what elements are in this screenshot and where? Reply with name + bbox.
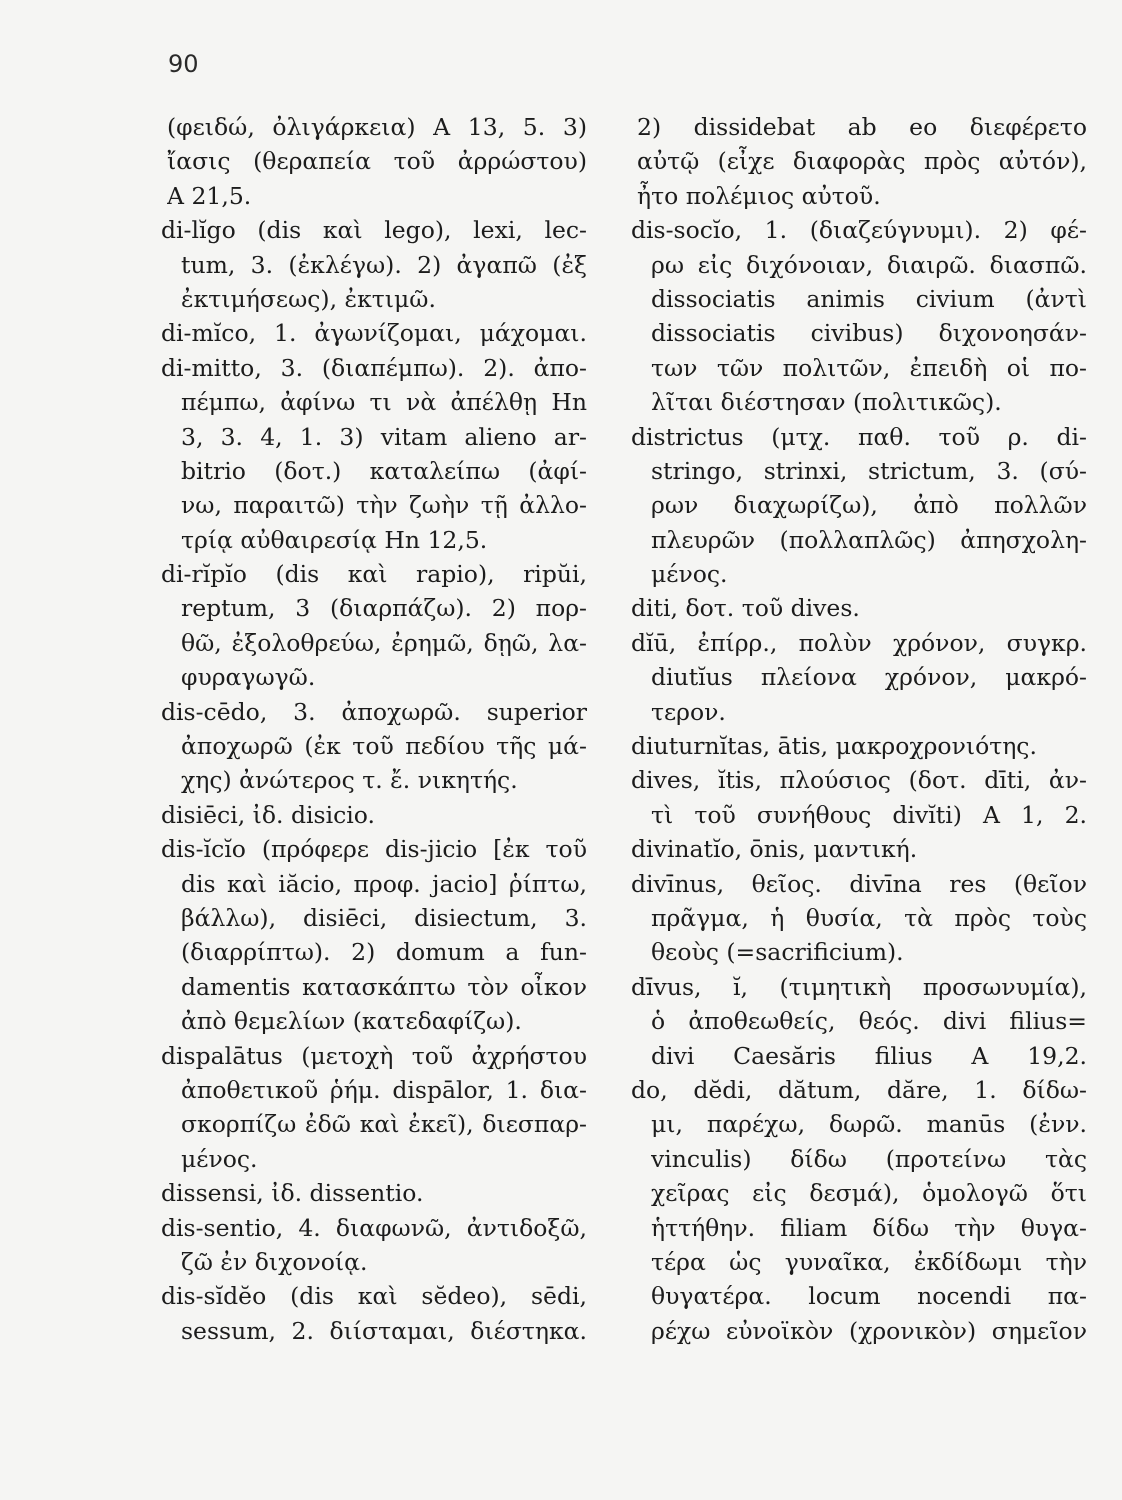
entry-line: dissociatis civibus) διχονοησάν-: [651, 319, 1087, 348]
entry-headword-line: districtus (μτχ. παθ. τοῦ ρ. di-: [631, 422, 1087, 451]
left-column: [161, 110, 587, 1348]
entry-line: reptum, 3 (διαρπάζω). 2) πορ-: [181, 594, 587, 623]
entry-line: ὁ ἀποθεωθείς, θεός. divi filius=: [651, 1007, 1087, 1036]
entry-headword-line: diti, δοτ. τοῦ dives.: [631, 594, 860, 623]
entry-line: (διαρρίπτω). 2) domum a fun-: [181, 938, 587, 967]
entry-line: divi Caesăris filius Α 19,2.: [651, 1041, 1087, 1070]
entry-line: τρίᾳ αὐθαιρεσίᾳ Hn 12,5.: [181, 525, 488, 554]
entry-headword-line: dĭū, ἐπίρρ., πολὺν χρόνον, συγκρ.: [631, 628, 1087, 657]
entry-line: ἡττήθην. filiam δίδω τὴν θυγα-: [651, 1213, 1087, 1242]
entry-headword-line: dīvus, ĭ, (τιμητικὴ προσωνυμία),: [631, 972, 1087, 1001]
entry-line: 2) dissidebat ab eo διεφέρετο: [637, 113, 1087, 141]
entry-headword-line: dispalātus (μετοχὴ τοῦ ἀχρήστου: [161, 1041, 587, 1070]
entry-line: τέρα ὡς γυναῖκα, ἐκδίδωμι τὴν: [651, 1247, 1087, 1276]
entry-line: σκορπίζω ἐδῶ καὶ ἐκεῖ), διεσπαρ-: [181, 1110, 587, 1139]
entry-line: stringo, strinxi, strictum, 3. (σύ-: [651, 456, 1087, 485]
entry-line: πλευρῶν (πολλαπλῶς) ἀπησχολη-: [651, 525, 1087, 554]
entry-headword-line: dis-sĭdĕo (dis καὶ sĕdeo), sēdi,: [161, 1282, 587, 1311]
entry-headword-line: dissensi, ἰδ. dissentio.: [161, 1179, 424, 1208]
entry-headword-line: dis-cēdo, 3. ἀποχωρῶ. superior: [161, 697, 587, 726]
entry-line: ρέχω εὐνοϊκὸν (χρονικὸν) σημεῖον: [651, 1316, 1087, 1345]
entry-line: vinculis) δίδω (προτείνω τὰς: [651, 1144, 1087, 1173]
entry-line: αὐτῷ (εἶχε διαφορὰς πρὸς αὐτόν),: [637, 147, 1087, 176]
entry-line: damentis κατασκάπτω τὸν οἶκον: [181, 972, 587, 1001]
entry-line: θυγατέρα. locum nocendi πα-: [651, 1282, 1087, 1311]
entry-headword-line: dis-socĭo, 1. (διαζεύγνυμι). 2) φέ-: [631, 216, 1087, 245]
entry-line: ρων διαχωρίζω), ἀπὸ πολλῶν: [651, 491, 1087, 520]
entry-line: πρᾶγμα, ἡ θυσία, τὰ πρὸς τοὺς: [651, 903, 1087, 932]
entry-line: νω, παραιτῶ) τὴν ζωὴν τῇ ἀλλο-: [181, 491, 587, 520]
entry-headword-line: divinatĭo, ōnis, μαντική.: [631, 835, 918, 864]
entry-line: των τῶν πολιτῶν, ἐπειδὴ οἱ πο-: [651, 353, 1087, 382]
entry-line: μι, παρέχω, δωρῶ. manūs (ἐνν.: [651, 1110, 1087, 1139]
entry-line: ἀποθετικοῦ ῥήμ. dispālor, 1. δια-: [181, 1075, 587, 1104]
entry-headword-line: dis-sentio, 4. διαφωνῶ, ἀντιδοξῶ,: [161, 1213, 587, 1242]
entry-line: diutĭus πλείονα χρόνον, μακρό-: [651, 663, 1087, 692]
entry-line: bitrio (δοτ.) καταλείπω (ἀφί-: [181, 456, 587, 485]
entry-line: ρω εἰς διχόνοιαν, διαιρῶ. διασπῶ.: [651, 250, 1087, 279]
entry-line: τερον.: [651, 697, 726, 726]
entry-line: sessum, 2. διίσταμαι, διέστηκα.: [181, 1316, 587, 1345]
entry-line: λῖται διέστησαν (πολιτικῶς).: [651, 388, 1002, 417]
entry-headword-line: di-lĭgo (dis καὶ lego), lexi, lec-: [161, 216, 587, 245]
entry-headword-line: divīnus, θεῖος. divīna res (θεῖον: [631, 869, 1087, 898]
entry-line: ζῶ ἐν διχονοίᾳ.: [181, 1247, 368, 1276]
entry-line: ἐκτιμήσεως), ἐκτιμῶ.: [181, 284, 436, 313]
entry-headword-line: dives, ĭtis, πλούσιος (δοτ. dīti, ἀν-: [631, 766, 1087, 795]
entry-headword-line: dis-ĭcĭo (πρόφερε dis-jicio [ἐκ τοῦ: [161, 835, 587, 864]
entry-line: dis καὶ iăcio, προφ. jacio] ῥίπτω,: [181, 869, 587, 898]
entry-line: τὶ τοῦ συνήθους divĭti) Α 1, 2.: [651, 800, 1087, 829]
entry-line: ἦτο πολέμιος αὐτοῦ.: [637, 181, 881, 210]
entry-line: tum, 3. (ἐκλέγω). 2) ἀγαπῶ (ἐξ: [181, 250, 587, 279]
entry-line: φυραγωγῶ.: [181, 663, 316, 692]
entry-headword-line: di-rĭpĭo (dis καὶ rapio), ripŭi,: [161, 560, 587, 589]
entry-line: ἴασις (θεραπεία τοῦ ἀρρώστου): [167, 147, 587, 176]
entry-line: dissociatis animis civium (ἀντὶ: [651, 284, 1087, 313]
entry-headword-line: disiēci, ἰδ. disicio.: [161, 800, 375, 829]
entry-line: Α 21,5.: [167, 181, 252, 210]
entry-line: μένος.: [181, 1144, 258, 1173]
entry-line: χης) ἀνώτερος τ. ἔ. νικητής.: [181, 766, 518, 795]
entry-headword-line: diuturnĭtas, ātis, μακροχρονιότης.: [631, 732, 1037, 761]
entry-line: ἀπὸ θεμελίων (κατεδαφίζω).: [181, 1007, 522, 1036]
entry-line: θεοὺς (=sacrificium).: [651, 938, 904, 967]
page-number: 90: [168, 50, 199, 78]
entry-headword-line: di-mitto, 3. (διαπέμπω). 2). ἀπο-: [161, 353, 587, 382]
entry-line: 3, 3. 4, 1. 3) vitam alieno ar-: [181, 422, 587, 451]
entry-line: πέμπω, ἀφίνω τι νὰ ἀπέλθῃ Hn: [181, 388, 587, 417]
entry-line: (φειδώ, ὀλιγάρκεια) Α 13, 5. 3): [167, 113, 587, 141]
entry-line: μένος.: [651, 560, 728, 589]
entry-line: θῶ, ἐξολοθρεύω, ἐρημῶ, δῃῶ, λα-: [181, 628, 587, 657]
entry-line: ἀποχωρῶ (ἐκ τοῦ πεδίου τῆς μά-: [181, 732, 587, 761]
entry-line: χεῖρας εἰς δεσμά), ὁμολογῶ ὅτι: [651, 1179, 1087, 1208]
entry-headword-line: do, dĕdi, dătum, dăre, 1. δίδω-: [631, 1075, 1087, 1104]
entry-line: βάλλω), disiēci, disiectum, 3.: [181, 903, 587, 932]
right-column: [631, 110, 1087, 1348]
entry-headword-line: di-mĭco, 1. ἀγωνίζομαι, μάχομαι.: [161, 319, 587, 348]
